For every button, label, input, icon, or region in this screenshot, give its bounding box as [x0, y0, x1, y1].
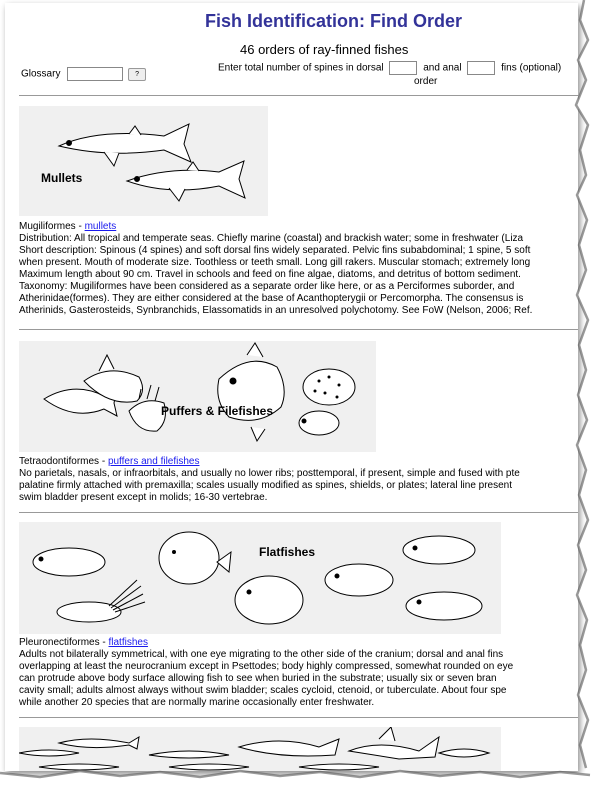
- spines-filter: [218, 61, 562, 87]
- spines-middle-label: and anal: [423, 62, 462, 74]
- mullets-link[interactable]: mullets: [84, 221, 117, 232]
- section-divider: [19, 329, 578, 330]
- flatfishes-caption: Flatfishes: [259, 545, 316, 559]
- next-order-image[interactable]: [19, 727, 501, 771]
- order-description-mugiliformes: [19, 233, 578, 317]
- glossary-search: [21, 67, 146, 81]
- desc-line: when present. Mouth of moderate size. Toothless or teeth small. Long gill rakers. Muscular stomach; extremely long: [19, 257, 531, 268]
- puffers-image[interactable]: [19, 341, 376, 452]
- desc-line: overlapping at least the neurocranium except in Psettodes; body highly compressed, somewhat rounded on eye: [19, 661, 514, 672]
- desc-line: can protrude above body surface allowing fish to see when buried in the substrate; usually six or seven bran: [19, 673, 497, 684]
- order-description-tetraodontiformes: [19, 468, 578, 504]
- page-frame: [5, 3, 578, 771]
- flatfishes-image[interactable]: [19, 522, 501, 634]
- torn-edge: [562, 0, 602, 793]
- glossary-input[interactable]: [67, 67, 123, 81]
- order-title-mugiliformes: Mugiliformes - mullets: [19, 221, 117, 232]
- glossary-label: Glossary: [21, 68, 61, 80]
- order-title-pleuronectiformes: Pleuronectiformes - flatfishes: [19, 637, 148, 648]
- page-subtitle: 46 orders of ray-finned fishes: [240, 42, 409, 57]
- desc-line: swim bladder present except in molids; 16-30 vertebrae.: [19, 492, 268, 503]
- glossary-help-button[interactable]: ?: [128, 68, 146, 81]
- mullets-caption: Mullets: [41, 171, 83, 185]
- flatfishes-link[interactable]: flatfishes: [108, 637, 148, 648]
- flatfish-illustration: [19, 522, 501, 634]
- puffer-illustration: [19, 341, 376, 452]
- desc-line: Maximum length about 90 cm. Travel in schools and feed on fine algae, diatoms, and detritus of bottom sediment.: [19, 269, 521, 280]
- desc-line: Taxonomy: Mugiliformes have been considered as a separate order like here, or as a Perciformes suborder, and: [19, 281, 515, 292]
- desc-line: cavity small; adults almost always without swim bladder; scales cycloid, ctenoid, or tuberculate. About four spe: [19, 685, 507, 696]
- order-name: Mugiliformes: [19, 221, 76, 232]
- desc-line: while another 20 species that are normally marine occasionally enter freshwater.: [19, 697, 375, 708]
- fish-strip-illustration: [19, 727, 501, 771]
- anal-spines-input[interactable]: [467, 61, 495, 75]
- desc-line: Distribution: All tropical and temperate seas. Chiefly marine (coastal) and brackish water; some in freshwater (Liza: [19, 233, 524, 244]
- section-divider: [19, 512, 578, 513]
- page-title: Fish Identification: Find Order: [205, 11, 463, 31]
- desc-line: Adults not bilaterally symmetrical, with one eye migrating to the other side of the cranium; dorsal and anal fins: [19, 649, 504, 660]
- order-name: Tetraodontiformes: [19, 456, 100, 467]
- spines-wrap-label: order: [414, 76, 438, 87]
- desc-line: No parietals, nasals, or infraorbitals, and usually no lower ribs; posttemporal, if present, simple and fused with pte: [19, 468, 520, 479]
- puffers-caption: Puffers & Filefishes: [161, 404, 274, 418]
- section-divider: [19, 95, 578, 96]
- desc-line: palatine firmly attached with premaxilla; scales usually modified as spines, shields, or plates; lateral line present: [19, 480, 513, 491]
- order-description-pleuronectiformes: [19, 649, 578, 709]
- puffers-link[interactable]: puffers and filefishes: [107, 456, 200, 467]
- mullet-illustration: [19, 106, 268, 216]
- section-divider: [19, 717, 578, 718]
- desc-line: Short description: Spinous (4 spines) and soft dorsal fins widely separated. Pelvic fins subabdominal; 1 spine, 5 soft: [19, 245, 531, 256]
- desc-line: Atherinidae(formes). They are either considered at the base of Acanthopterygii or Percomorpha. The consensus is: [19, 293, 524, 304]
- desc-line: Atherinids, Gasterosteids, Synbranchids, Elassomatids in an unresolved polychotomy. See FoW (Nelson, 2006; Ref.: [19, 305, 533, 316]
- dorsal-spines-input[interactable]: [389, 61, 417, 75]
- mullets-image[interactable]: [19, 106, 268, 216]
- spines-prefix-label: Enter total number of spines in dorsal: [218, 62, 384, 74]
- spines-suffix-label: fins (optional): [501, 62, 562, 74]
- order-name: Pleuronectiformes: [19, 637, 100, 648]
- torn-bottom-edge: [0, 769, 602, 793]
- order-title-tetraodontiformes: Tetraodontiformes - puffers and filefishes: [19, 456, 200, 467]
